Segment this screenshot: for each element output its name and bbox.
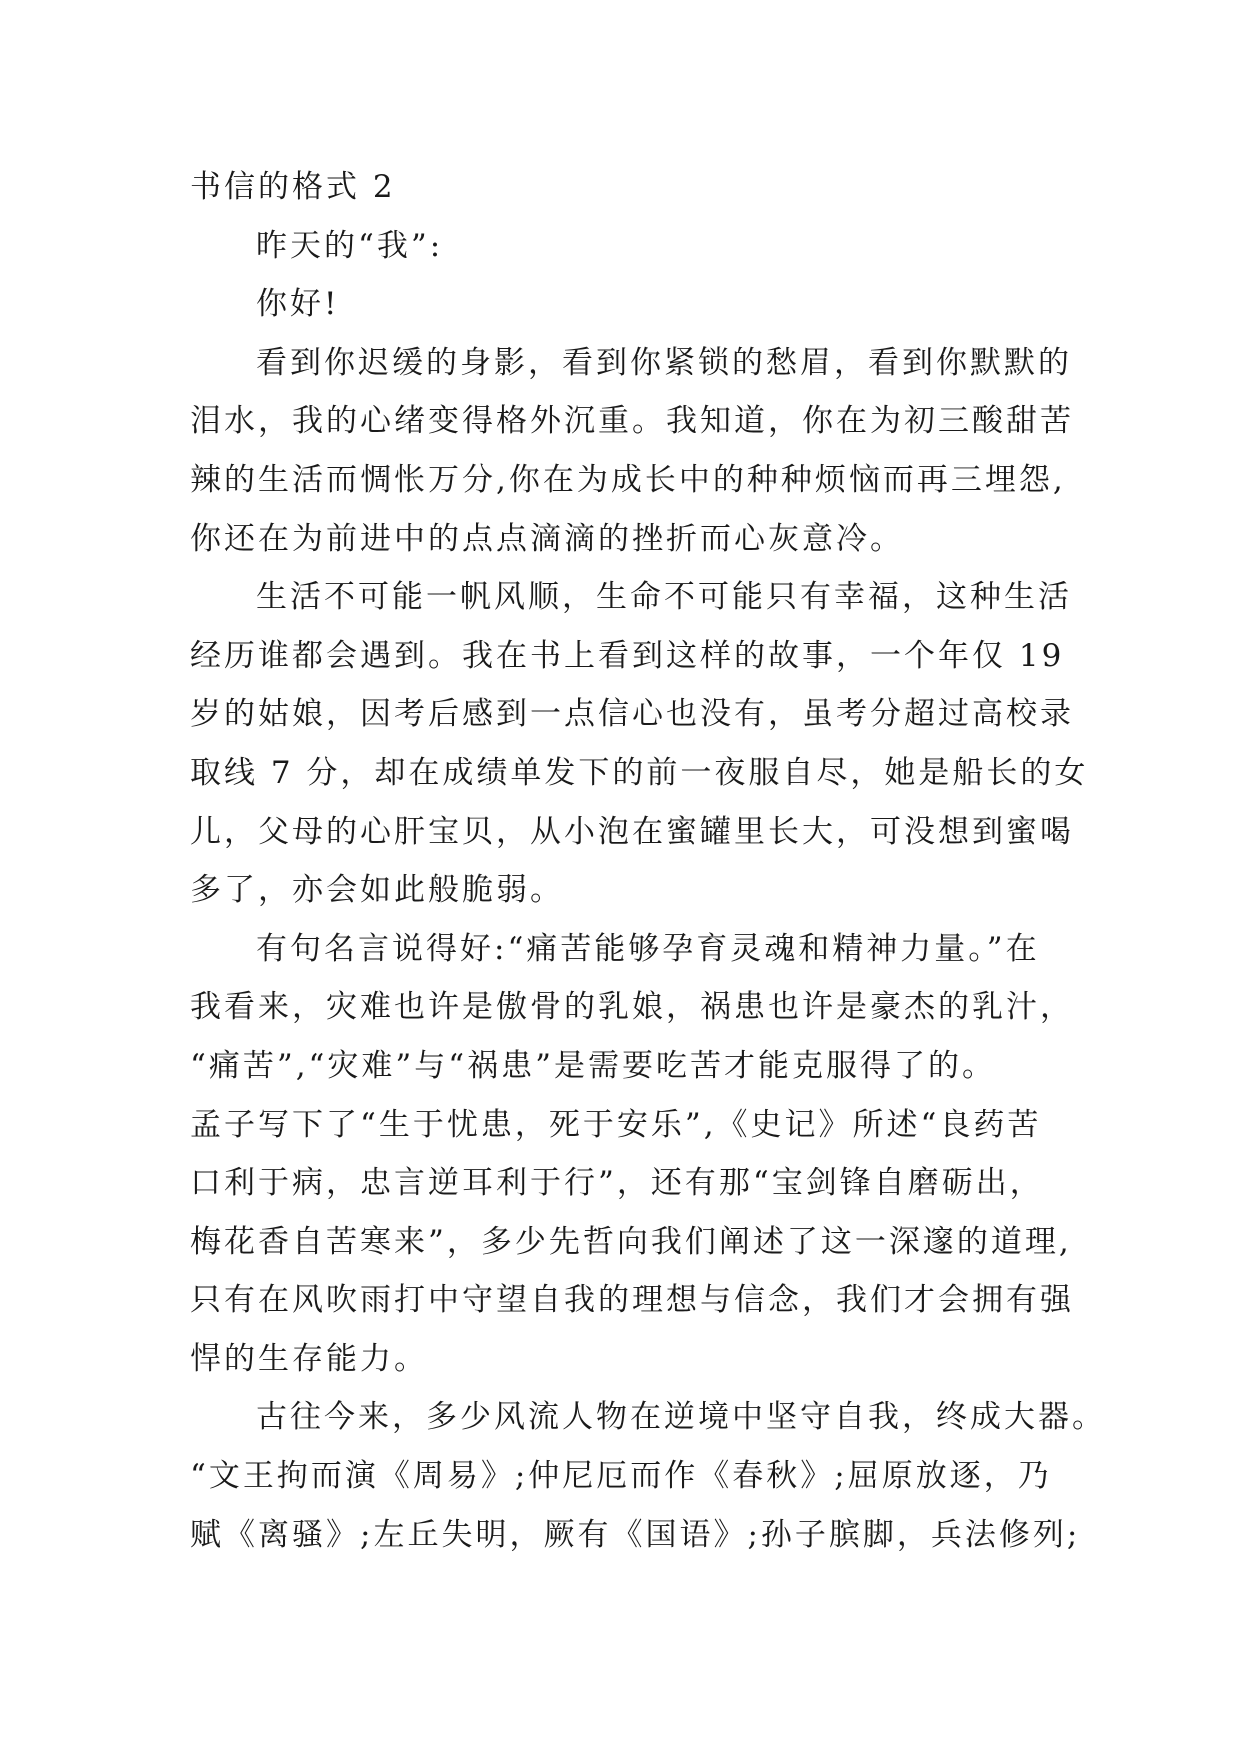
text-line: 泪水，我的心绪变得格外沉重。我知道，你在为初三酸甜苦 xyxy=(190,403,1074,440)
body-text xyxy=(190,334,1106,1564)
text-line: 经历谁都会遇到。我在书上看到这样的故事，一个年仅 19 xyxy=(190,637,1065,674)
text-line: 有句名言说得好:“痛苦能够孕育灵魂和精神力量。”在 xyxy=(256,930,1040,967)
text-line: 悍的生存能力。 xyxy=(190,1340,428,1377)
greeting: 你好! xyxy=(256,286,340,323)
text-line: “痛苦”,“灾难”与“祸患”是需要吃苦才能克服得了的。 xyxy=(190,1047,996,1084)
text-line: 岁的姑娘，因考后感到一点信心也没有，虽考分超过高校录 xyxy=(190,696,1074,733)
salutation: 昨天的“我”: xyxy=(256,227,444,264)
text-line: 古往今来，多少风流人物在逆境中坚守自我，终成大器。 xyxy=(256,1399,1106,1436)
text-line: 梅花香自苦寒来”，多少先哲向我们阐述了这一深邃的道理, xyxy=(190,1223,1072,1260)
document-title: 书信的格式 2 xyxy=(190,169,396,205)
text-line: 只有在风吹雨打中守望自我的理想与信念，我们才会拥有强 xyxy=(190,1282,1074,1319)
letter-body xyxy=(190,158,1106,1564)
text-line: 赋《离骚》;左丘失明，厥有《国语》;孙子膑脚，兵法修列; xyxy=(190,1516,1081,1553)
text-line: 孟子写下了“生于忧患，死于安乐”,《史记》所述“良药苦 xyxy=(190,1106,1042,1143)
text-line: 口利于病，忠言逆耳利于行”，还有那“宝剑锋自磨砺出， xyxy=(190,1165,1044,1202)
text-line: “文王拘而演《周易》;仲尼厄而作《春秋》;屈原放逐，乃 xyxy=(190,1458,1052,1495)
text-line: 多了，亦会如此般脆弱。 xyxy=(190,872,564,909)
text-line: 取线 7 分，却在成绩单发下的前一夜服自尽，她是船长的女 xyxy=(190,754,1089,791)
text-line: 辣的生活而惆怅万分,你在为成长中的种种烦恼而再三埋怨, xyxy=(190,461,1066,498)
text-line: 你还在为前进中的点点滴滴的挫折而心灰意冷。 xyxy=(190,520,904,557)
text-line: 我看来，灾难也许是傲骨的乳娘，祸患也许是豪杰的乳汁， xyxy=(190,989,1074,1026)
text-line: 儿，父母的心肝宝贝，从小泡在蜜罐里长大，可没想到蜜喝 xyxy=(190,813,1074,850)
text-line: 看到你迟缓的身影，看到你紧锁的愁眉，看到你默默的 xyxy=(256,344,1072,381)
text-line: 生活不可能一帆风顺，生命不可能只有幸福，这种生活 xyxy=(256,579,1072,616)
